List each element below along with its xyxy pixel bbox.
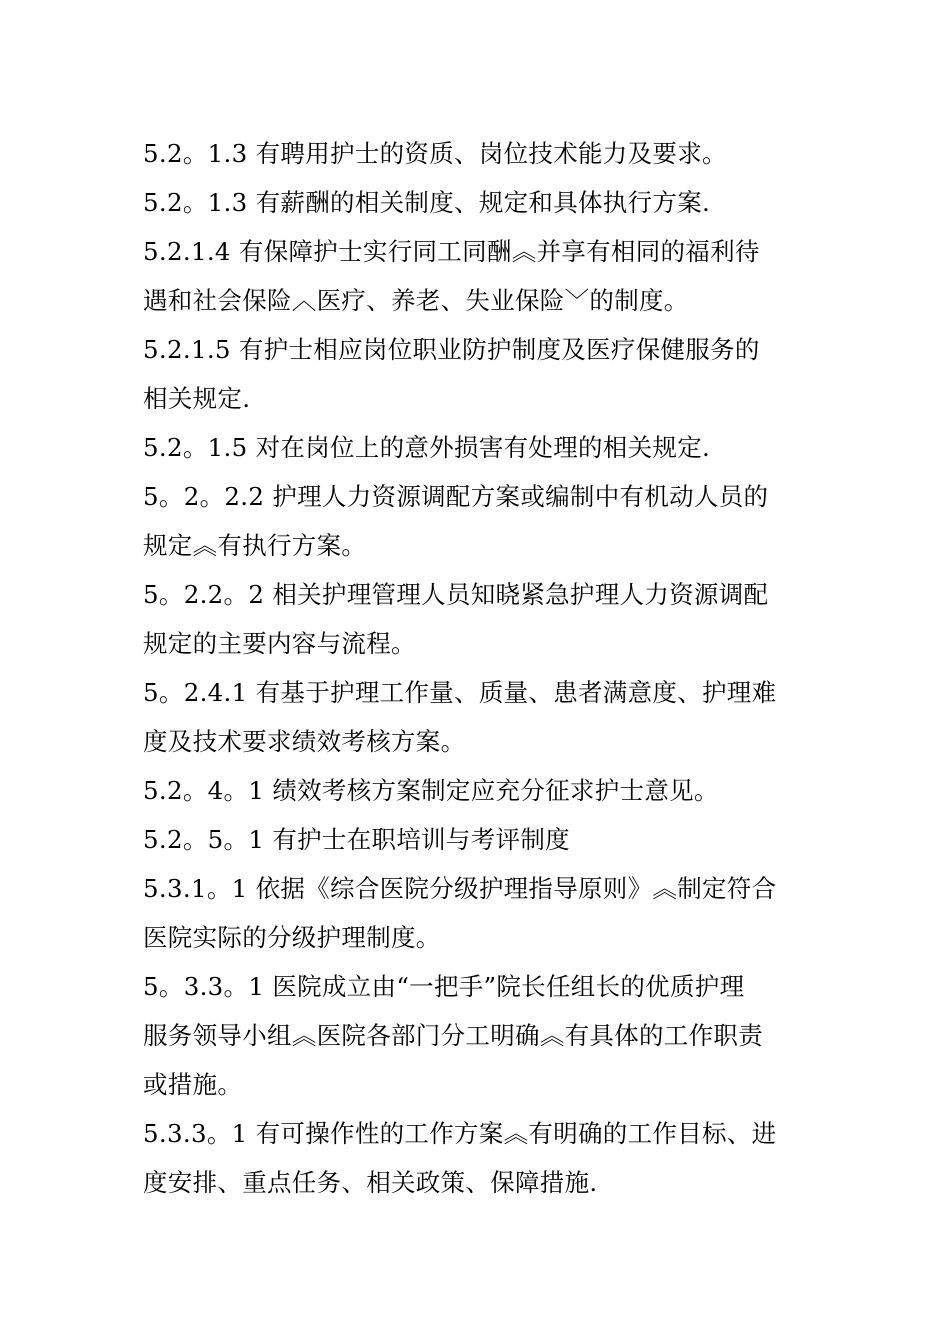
text-line: 5。2.4.1 有基于护理工作量、质量、患者满意度、护理难 [143, 678, 777, 707]
text-line: 度及技术要求绩效考核方案。 [143, 727, 466, 756]
text-line: 相关规定. [143, 384, 251, 413]
text-line: 规定︽有执行方案。 [143, 531, 367, 560]
text-line: 5.3.3。1 有可操作性的工作方案︽有明确的工作目标、进 [143, 1119, 777, 1148]
text-line: 5。3.3。1 医院成立由“一把手”院长任组长的优质护理 [143, 972, 745, 1001]
text-line: 5。2.2。2 相关护理管理人员知晓紧急护理人力资源调配 [143, 580, 769, 609]
text-line: 度安排、重点任务、相关政策、保障措施. [143, 1168, 598, 1197]
text-line: 遇和社会保险︿医疗、养老、失业保险﹀的制度。 [143, 286, 689, 315]
text-line: 5.2.1.4 有保障护士实行同工同酬︽并享有相同的福利待 [143, 237, 760, 266]
text-line: 或措施。 [143, 1070, 243, 1099]
text-line: 5.2。4。1 绩效考核方案制定应充分征求护士意见。 [143, 776, 719, 805]
text-line: 5.2。5。1 有护士在职培训与考评制度 [143, 825, 570, 854]
text-line: 5。2。2.2 护理人力资源调配方案或编制中有机动人员的 [143, 482, 769, 511]
text-line: 医院实际的分级护理制度。 [143, 923, 441, 952]
text-line: 5.2.1.5 有护士相应岗位职业防护制度及医疗保健服务的 [143, 335, 760, 364]
text-line: 5.3.1。1 依据《综合医院分级护理指导原则》︽制定符合 [143, 874, 777, 903]
text-line: 服务领导小组︽医院各部门分工明确︽有具体的工作职责 [143, 1021, 763, 1050]
text-line: 5.2。1.3 有聘用护士的资质、岗位技术能力及要求。 [143, 139, 727, 168]
document-body [143, 129, 808, 1207]
text-line: 规定的主要内容与流程。 [143, 629, 416, 658]
text-line: 5.2。1.3 有薪酬的相关制度、规定和具体执行方案. [143, 188, 711, 217]
text-line: 5.2。1.5 对在岗位上的意外损害有处理的相关规定. [143, 433, 711, 462]
